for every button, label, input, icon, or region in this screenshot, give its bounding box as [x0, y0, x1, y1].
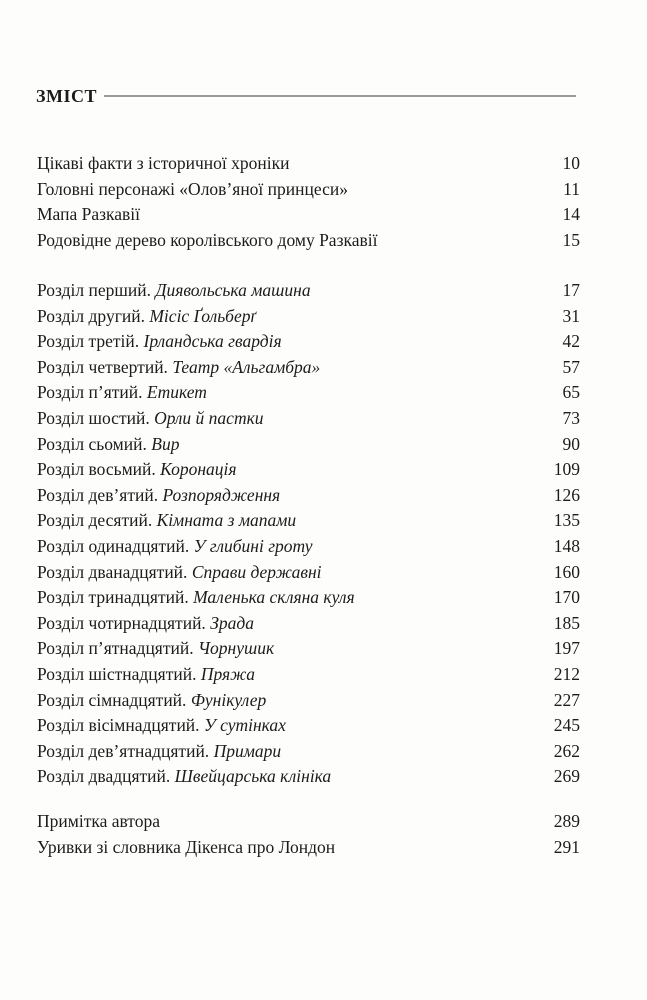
toc-entry[interactable] [37, 483, 580, 509]
page-number: 57 [562, 356, 580, 377]
page-number: 148 [553, 535, 580, 556]
chapter-title: Швейцарська клініка [174, 766, 332, 787]
page-number: 291 [553, 836, 580, 857]
page-number: 14 [562, 204, 580, 225]
chapter-title: Ірландська гвардія [143, 331, 282, 352]
chapter-title: Чорнушик [198, 638, 275, 659]
toc-entry[interactable] [37, 764, 580, 790]
toc-entry[interactable] [37, 636, 580, 662]
chapter-label: Розділ шістнадцятий. [37, 663, 197, 684]
chapter-title: Орли й пастки [154, 407, 264, 428]
chapter-label: Розділ дев’ятнадцятий. [37, 740, 210, 761]
entry-title [37, 764, 331, 790]
page-number: 269 [553, 766, 580, 787]
page-number: 262 [553, 740, 580, 761]
chapter-title: Фунікулер [190, 689, 267, 710]
entry-title [37, 355, 320, 381]
page-number: 109 [553, 459, 580, 480]
page-number: 289 [553, 811, 580, 831]
chapter-title: Справи державні [191, 561, 322, 582]
page-number: 197 [553, 638, 580, 659]
toc-entry[interactable] [37, 304, 580, 330]
chapter-title: Пряжа [200, 663, 255, 684]
entry-title: Уривки зі словника Дікенса про Лондон [37, 836, 336, 857]
page-number: 42 [562, 331, 580, 352]
chapter-title: Етикет [146, 382, 207, 403]
entry-title [37, 457, 237, 483]
front-matter-list [37, 151, 580, 253]
page-number: 227 [553, 689, 580, 710]
entry-title: Примітка автора [37, 811, 160, 831]
chapter-label: Розділ перший. [37, 280, 151, 300]
entry-title: Головні персонажі «Олов’яної принцеси» [37, 178, 348, 199]
chapter-title: Примари [213, 740, 282, 761]
toc-entry[interactable] [37, 688, 580, 714]
toc-entry[interactable] [37, 508, 580, 534]
chapter-title: Диявольська машина [155, 280, 311, 300]
entry-title [37, 585, 355, 611]
toc-heading: ЗМІСТ [36, 86, 97, 106]
chapter-title: Місіс Ґольберґ [149, 305, 257, 326]
chapter-label: Розділ сімнадцятий. [37, 689, 187, 710]
entry-title [37, 508, 296, 534]
entry-title [37, 304, 256, 330]
entry-title [37, 534, 313, 560]
toc-entry[interactable] [37, 177, 580, 203]
page-number: 170 [553, 587, 580, 608]
page-number: 135 [553, 510, 580, 531]
chapter-label: Розділ дванадцятий. [37, 561, 188, 582]
chapter-title: Вир [151, 433, 180, 454]
toc-entry[interactable] [37, 739, 580, 765]
page-number: 73 [562, 407, 580, 428]
entry-title [37, 739, 281, 765]
chapter-label: Розділ вісімнадцятий. [37, 715, 200, 736]
chapter-label: Розділ двадцятий. [37, 766, 171, 787]
entry-title [37, 636, 274, 662]
toc-entry[interactable] [37, 534, 580, 560]
toc-entry[interactable] [37, 662, 580, 688]
page-number: 10 [562, 153, 580, 173]
toc-entry[interactable] [37, 432, 580, 458]
entry-title [37, 432, 179, 458]
toc-entry[interactable] [37, 329, 580, 355]
chapter-label: Розділ тринадцятий. [37, 587, 189, 608]
chapter-title: У глибині гроту [193, 535, 313, 556]
toc-entry[interactable] [37, 380, 580, 406]
toc-entry[interactable] [37, 835, 580, 861]
toc-entry[interactable] [37, 151, 580, 177]
chapter-title: Маленька скляна куля [193, 587, 355, 608]
entry-title [37, 713, 286, 739]
toc-entry[interactable] [37, 809, 580, 835]
page-number: 31 [562, 305, 580, 326]
toc-entry[interactable] [37, 406, 580, 432]
chapter-label: Розділ третій. [37, 331, 140, 352]
page-number: 126 [553, 484, 580, 505]
page-number: 160 [553, 561, 580, 582]
toc-entry[interactable] [37, 202, 580, 228]
toc-entry[interactable] [37, 560, 580, 586]
toc-entry[interactable] [37, 457, 580, 483]
toc-entry[interactable] [37, 228, 580, 254]
entry-title [37, 662, 255, 688]
entry-title [37, 483, 280, 509]
toc-entry[interactable] [37, 355, 580, 381]
entry-title [37, 380, 207, 406]
toc-entry[interactable] [37, 278, 580, 304]
chapter-title: Театр «Альгамбра» [172, 356, 321, 377]
chapter-title: Зрада [210, 612, 254, 633]
page-number: 185 [553, 612, 580, 633]
chapter-label: Розділ сьомий. [37, 433, 147, 454]
page-number: 245 [553, 715, 580, 736]
chapter-label: Розділ другий. [37, 305, 145, 326]
page-number: 65 [562, 382, 580, 403]
toc-entry[interactable] [37, 713, 580, 739]
chapter-label: Розділ восьмий. [37, 459, 156, 480]
chapter-label: Розділ чотирнадцятий. [37, 612, 206, 633]
chapter-title: У сутінках [203, 715, 286, 736]
chapter-label: Розділ одинадцятий. [37, 535, 190, 556]
chapter-label: Розділ дев’ятий. [37, 484, 159, 505]
chapter-label: Розділ шостий. [37, 407, 150, 428]
chapter-title: Коронація [160, 459, 237, 480]
heading-rule [104, 95, 576, 97]
entry-title: Цікаві факти з історичної хроніки [37, 153, 290, 173]
back-matter-list [37, 809, 580, 860]
chapter-list [37, 278, 580, 790]
page-number: 15 [562, 229, 580, 250]
entry-title [37, 329, 282, 355]
chapter-label: Розділ четвертий. [37, 356, 168, 377]
chapter-label: Розділ п’ятнадцятий. [37, 638, 194, 659]
toc-entry[interactable] [37, 611, 580, 637]
chapter-title: Кімната з мапами [156, 510, 297, 531]
entry-title [37, 560, 322, 586]
chapter-label: Розділ десятий. [37, 510, 153, 531]
page-number: 212 [553, 663, 580, 684]
chapter-label: Розділ п’ятий. [37, 382, 143, 403]
toc-entry[interactable] [37, 585, 580, 611]
entry-title [37, 688, 266, 714]
entry-title [37, 406, 264, 432]
page-number: 17 [562, 280, 580, 300]
chapter-title: Розпорядження [162, 484, 281, 505]
page-number: 11 [563, 178, 580, 199]
entry-title: Родовідне дерево королівського дому Разкавії [37, 229, 378, 250]
entry-title [37, 611, 254, 637]
page-number: 90 [562, 433, 580, 454]
entry-title: Мапа Разкавії [37, 204, 141, 225]
entry-title [37, 278, 311, 304]
